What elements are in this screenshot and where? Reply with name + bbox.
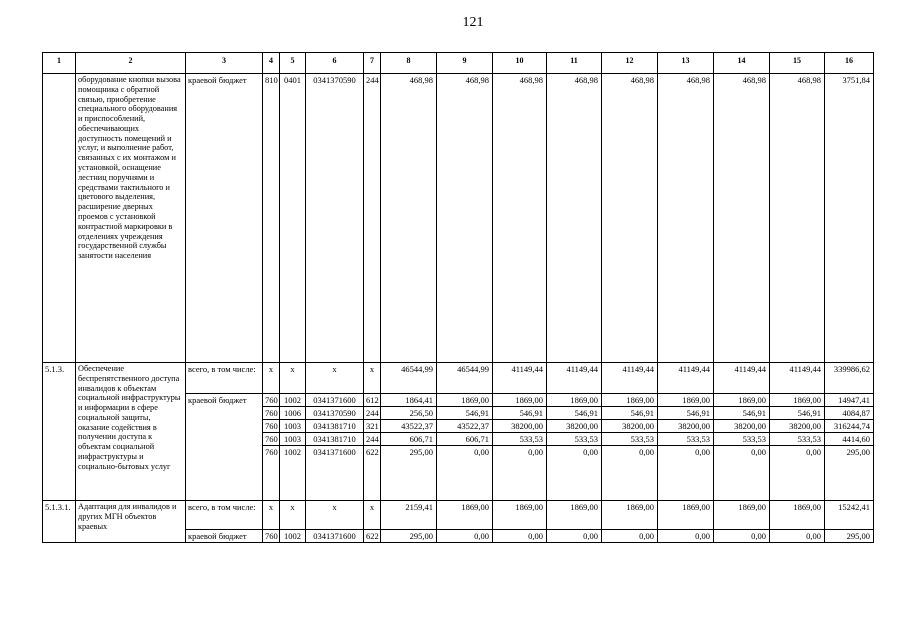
code-cell: 1002: [280, 446, 306, 501]
value-cell: 533,53: [714, 433, 770, 446]
value-cell: 468,98: [437, 74, 493, 363]
value-cell: 1869,00: [437, 501, 493, 530]
value-cell: 1869,00: [602, 394, 658, 407]
value-cell: 1869,00: [437, 394, 493, 407]
value-cell: 0,00: [437, 530, 493, 543]
value-cell: 468,98: [381, 74, 437, 363]
value-cell: 468,98: [714, 74, 770, 363]
code-cell: 760: [263, 433, 280, 446]
value-cell: 1869,00: [770, 394, 825, 407]
value-cell: 533,53: [658, 433, 714, 446]
value-cell: 0,00: [658, 446, 714, 501]
code-cell: 0341370590: [306, 74, 364, 363]
code-cell: 0341371600: [306, 530, 364, 543]
value-cell: 38200,00: [547, 420, 602, 433]
col-header: 8: [381, 53, 437, 74]
value-cell: 41149,44: [602, 363, 658, 394]
value-cell: 546,91: [770, 407, 825, 420]
value-cell: 533,53: [547, 433, 602, 446]
col-header: 16: [825, 53, 874, 74]
value-cell: 38200,00: [770, 420, 825, 433]
col-header: 7: [364, 53, 381, 74]
code-cell: 1003: [280, 420, 306, 433]
code-cell: 0341370590: [306, 407, 364, 420]
code-cell: 760: [263, 407, 280, 420]
source-cell: краевой бюджет: [186, 394, 263, 501]
value-cell: 46544,99: [381, 363, 437, 394]
value-cell: 0,00: [714, 446, 770, 501]
code-cell: x: [280, 501, 306, 530]
budget-table: [42, 52, 874, 543]
value-cell: 0,00: [658, 530, 714, 543]
value-cell: 1869,00: [714, 394, 770, 407]
item-number-cell: 5.1.3.1.: [43, 501, 76, 543]
value-cell: 0,00: [770, 446, 825, 501]
item-name-cell: Обеспечение беспрепятственного доступа инвалидов к объектам социальной инфраструктуры и информации в сфере социальной защиты, оказание содействия в получении доступа к объектам социальной инфраструктуры и социально-бытовых услуг: [76, 363, 186, 501]
code-cell: 0341371600: [306, 394, 364, 407]
value-cell: 1869,00: [547, 394, 602, 407]
value-cell: 606,71: [437, 433, 493, 446]
value-cell: 38200,00: [493, 420, 547, 433]
source-cell: краевой бюджет: [186, 74, 263, 363]
code-cell: x: [263, 363, 280, 394]
value-cell: 1869,00: [658, 501, 714, 530]
value-cell: 4414,60: [825, 433, 874, 446]
item-name-cell: Адаптация для инвалидов и других МГН объектов краевых: [76, 501, 186, 543]
value-cell: 41149,44: [770, 363, 825, 394]
code-cell: x: [364, 363, 381, 394]
value-cell: 0,00: [437, 446, 493, 501]
source-cell: всего, в том числе:: [186, 363, 263, 394]
table-row: [43, 501, 874, 530]
value-cell: 41149,44: [714, 363, 770, 394]
value-cell: 38200,00: [714, 420, 770, 433]
value-cell: 3751,84: [825, 74, 874, 363]
value-cell: 256,50: [381, 407, 437, 420]
page-number: 121: [462, 15, 484, 30]
code-cell: x: [306, 363, 364, 394]
col-header: 11: [547, 53, 602, 74]
value-cell: 546,91: [602, 407, 658, 420]
table-row: [43, 74, 874, 363]
code-cell: 612: [364, 394, 381, 407]
value-cell: 339986,62: [825, 363, 874, 394]
col-header: 2: [76, 53, 186, 74]
value-cell: 295,00: [381, 530, 437, 543]
value-cell: 1869,00: [493, 394, 547, 407]
code-cell: 1002: [280, 394, 306, 407]
value-cell: 0,00: [770, 530, 825, 543]
code-cell: 1006: [280, 407, 306, 420]
code-cell: 810: [263, 74, 280, 363]
value-cell: 0,00: [714, 530, 770, 543]
value-cell: 41149,44: [547, 363, 602, 394]
code-cell: 244: [364, 407, 381, 420]
value-cell: 533,53: [770, 433, 825, 446]
code-cell: 1003: [280, 433, 306, 446]
value-cell: 0,00: [602, 530, 658, 543]
value-cell: 0,00: [547, 446, 602, 501]
value-cell: 1869,00: [658, 394, 714, 407]
col-header: 15: [770, 53, 825, 74]
value-cell: 14947,41: [825, 394, 874, 407]
value-cell: 15242,41: [825, 501, 874, 530]
value-cell: 468,98: [658, 74, 714, 363]
code-cell: 0341371600: [306, 446, 364, 501]
code-cell: x: [263, 501, 280, 530]
value-cell: 1869,00: [714, 501, 770, 530]
value-cell: 295,00: [825, 446, 874, 501]
col-header: 4: [263, 53, 280, 74]
value-cell: 2159,41: [381, 501, 437, 530]
value-cell: 41149,44: [493, 363, 547, 394]
code-cell: 760: [263, 446, 280, 501]
code-cell: 0401: [280, 74, 306, 363]
col-header: 5: [280, 53, 306, 74]
value-cell: 468,98: [770, 74, 825, 363]
source-cell: всего, в том числе:: [186, 501, 263, 530]
col-header: 9: [437, 53, 493, 74]
value-cell: 0,00: [547, 530, 602, 543]
col-header: 6: [306, 53, 364, 74]
value-cell: 468,98: [493, 74, 547, 363]
code-cell: 1002: [280, 530, 306, 543]
code-cell: 244: [364, 433, 381, 446]
value-cell: 0,00: [602, 446, 658, 501]
col-header: 3: [186, 53, 263, 74]
value-cell: 1869,00: [547, 501, 602, 530]
value-cell: 41149,44: [658, 363, 714, 394]
code-cell: x: [280, 363, 306, 394]
value-cell: 546,91: [547, 407, 602, 420]
code-cell: 0341381710: [306, 420, 364, 433]
value-cell: 0,00: [493, 530, 547, 543]
header-row: [43, 53, 874, 74]
code-cell: 760: [263, 394, 280, 407]
code-cell: x: [364, 501, 381, 530]
code-cell: 622: [364, 530, 381, 543]
col-header: 14: [714, 53, 770, 74]
value-cell: 546,91: [437, 407, 493, 420]
value-cell: 4084,87: [825, 407, 874, 420]
value-cell: 316244,74: [825, 420, 874, 433]
value-cell: 0,00: [493, 446, 547, 501]
value-cell: 38200,00: [602, 420, 658, 433]
code-cell: 760: [263, 530, 280, 543]
value-cell: 468,98: [602, 74, 658, 363]
value-cell: 43522,37: [381, 420, 437, 433]
code-cell: 760: [263, 420, 280, 433]
value-cell: 546,91: [714, 407, 770, 420]
value-cell: 546,91: [493, 407, 547, 420]
value-cell: 1864,41: [381, 394, 437, 407]
item-number-cell: [43, 74, 76, 363]
code-cell: 244: [364, 74, 381, 363]
value-cell: 606,71: [381, 433, 437, 446]
value-cell: 1869,00: [602, 501, 658, 530]
value-cell: 533,53: [493, 433, 547, 446]
table-row: [43, 363, 874, 394]
value-cell: 46544,99: [437, 363, 493, 394]
value-cell: 1869,00: [770, 501, 825, 530]
item-name-cell: оборудование кнопки вызова помощника с обратной связью, приобретение специального оборудования и приспособлений, обеспечивающих доступность помещений и услуг, и выполнение работ, связанных с их монтажом и установкой, оснащение лестниц поручнями и средствами тактильного и цветового выделения, расширение дверных проемов с установкой контрастной маркировки в отделениях учреждения государственной службы занятости населения: [76, 74, 186, 363]
value-cell: 295,00: [825, 530, 874, 543]
source-cell: краевой бюджет: [186, 530, 263, 543]
value-cell: 43522,37: [437, 420, 493, 433]
code-cell: x: [306, 501, 364, 530]
value-cell: 295,00: [381, 446, 437, 501]
item-number-cell: 5.1.3.: [43, 363, 76, 501]
col-header: 10: [493, 53, 547, 74]
value-cell: 38200,00: [658, 420, 714, 433]
col-header: 1: [43, 53, 76, 74]
value-cell: 1869,00: [493, 501, 547, 530]
value-cell: 546,91: [658, 407, 714, 420]
col-header: 12: [602, 53, 658, 74]
value-cell: 468,98: [547, 74, 602, 363]
value-cell: 533,53: [602, 433, 658, 446]
col-header: 13: [658, 53, 714, 74]
code-cell: 321: [364, 420, 381, 433]
code-cell: 622: [364, 446, 381, 501]
code-cell: 0341381710: [306, 433, 364, 446]
